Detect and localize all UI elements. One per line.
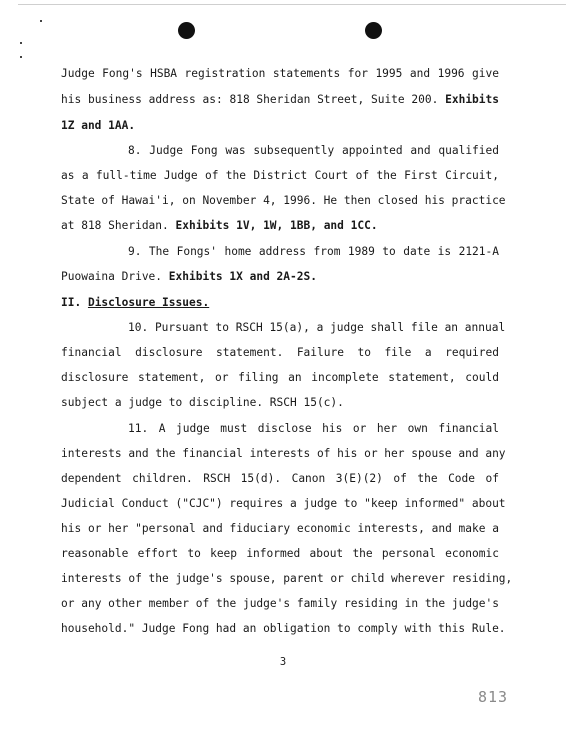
body-line	[128, 144, 499, 158]
body-line	[61, 169, 499, 183]
body-line	[61, 447, 506, 461]
body-line	[61, 522, 499, 536]
body-line	[61, 346, 499, 360]
text-run: financial disclosure statement. Failure to file a required	[61, 346, 499, 359]
scan-speck	[40, 20, 42, 22]
scan-speck	[20, 56, 22, 58]
text-run: or any other member of the judge's family residing in the judge's	[61, 597, 499, 610]
text-run: 8. Judge Fong was subsequently appointed and qualified	[128, 144, 499, 157]
body-line	[61, 119, 499, 133]
scan-speck	[20, 42, 22, 44]
body-line	[61, 93, 499, 107]
text-run: interests of the judge's spouse, parent or child wherever residing,	[61, 572, 513, 585]
text-run: disclosure statement, or filing an incomplete statement, could	[61, 371, 499, 384]
exhibit-reference: Exhibits 1X and 2A-2S.	[168, 270, 317, 283]
body-line	[61, 67, 499, 81]
text-run: interests and the financial interests of his or her spouse and any	[61, 447, 506, 460]
text-run: 11. A judge must disclose his or her own financial	[128, 422, 499, 435]
body-line	[128, 321, 506, 335]
section-title: Disclosure Issues.	[87, 296, 210, 309]
body-line	[61, 547, 499, 561]
text-run: Puowaina Drive.	[61, 270, 169, 283]
body-line	[128, 422, 499, 436]
text-run: 9. The Fongs' home address from 1989 to date is 2121-A	[128, 245, 499, 258]
text-run: at 818 Sheridan.	[61, 219, 176, 232]
body-line	[61, 572, 513, 586]
bates-stamp: 813	[478, 688, 509, 706]
punch-hole-left	[178, 22, 195, 39]
text-run: household." Judge Fong had an obligation to comply with this Rule.	[61, 622, 506, 635]
page-number: 3	[279, 656, 287, 668]
top-rule	[18, 4, 566, 5]
section-number: II.	[61, 296, 88, 309]
body-line	[61, 194, 506, 208]
body-line	[61, 622, 506, 636]
exhibit-reference: Exhibits	[445, 93, 499, 106]
text-run: State of Hawai'i, on November 4, 1996. He then closed his practice	[61, 194, 506, 207]
text-run: as a full-time Judge of the District Court of the First Circuit,	[61, 169, 499, 182]
body-line	[61, 270, 499, 284]
exhibit-reference: Exhibits 1V, 1W, 1BB, and 1CC.	[175, 219, 378, 232]
body-line	[61, 219, 499, 233]
text-run: Judicial Conduct ("CJC") requires a judge to "keep informed" about	[61, 497, 506, 510]
text-run: subject a judge to discipline. RSCH 15(c).	[61, 396, 344, 409]
text-run: his business address as: 818 Sheridan Street, Suite 200.	[61, 93, 446, 106]
body-line	[61, 597, 499, 611]
text-run: his or her "personal and fiduciary economic interests, and make a	[61, 522, 499, 535]
exhibit-reference: 1Z and 1AA.	[61, 119, 136, 132]
text-run: reasonable effort to keep informed about the personal economic	[61, 547, 499, 560]
body-line	[61, 371, 499, 385]
text-run: dependent children. RSCH 15(d). Canon 3(E)(2) of the Code of	[61, 472, 499, 485]
punch-hole-right	[365, 22, 382, 39]
text-run: 10. Pursuant to RSCH 15(a), a judge shall file an annual	[128, 321, 506, 334]
text-run: Judge Fong's HSBA registration statements for 1995 and 1996 give	[61, 67, 499, 80]
section-heading	[61, 296, 499, 310]
body-line	[128, 245, 499, 259]
body-line	[61, 497, 506, 511]
body-line	[61, 472, 499, 486]
body-line	[61, 396, 499, 410]
